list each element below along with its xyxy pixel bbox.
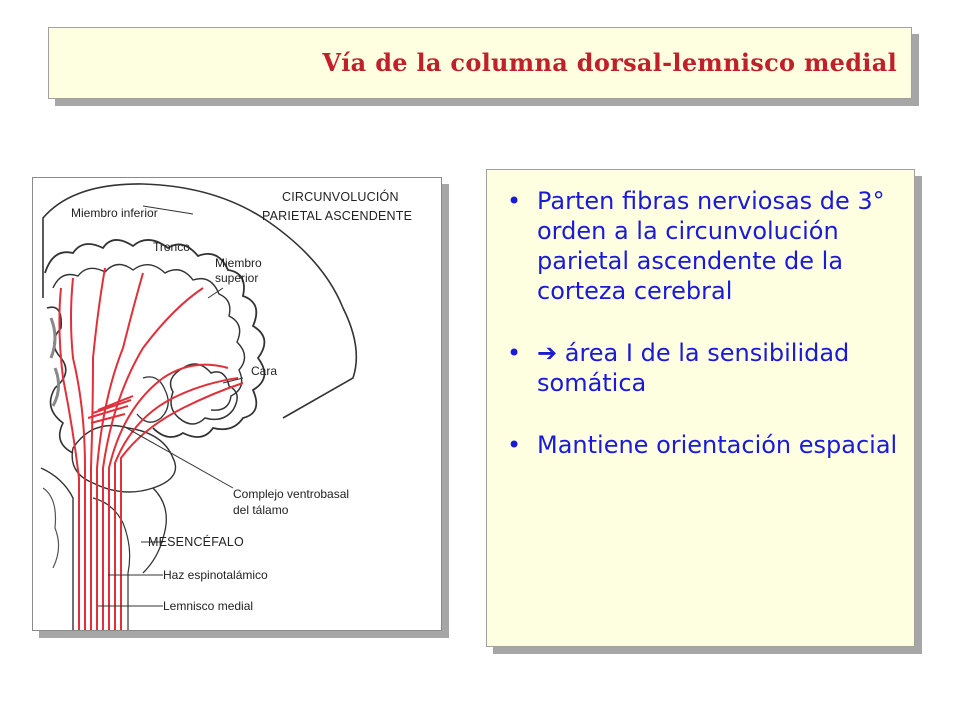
bullet-item bbox=[507, 338, 907, 398]
bullet-text: Mantiene orientación espacial bbox=[537, 431, 898, 459]
label-miembro-superior-2: superior bbox=[215, 271, 259, 285]
bullet-marker: • bbox=[507, 187, 522, 215]
label-mesencefalo: MESENCÉFALO bbox=[148, 535, 244, 549]
bullet-item bbox=[507, 186, 907, 306]
label-circunvolucion: CIRCUNVOLUCIÓN bbox=[282, 190, 399, 204]
label-cara: Cara bbox=[251, 364, 278, 378]
bullet-text: área I de la sensibilidad somática bbox=[537, 339, 850, 397]
title-box bbox=[48, 27, 912, 99]
label-miembro-inferior: Miembro inferior bbox=[71, 206, 158, 220]
label-haz-espinotalamico: Haz espinotalámico bbox=[163, 568, 268, 582]
bullet-item bbox=[507, 430, 907, 460]
arrow-right-icon: ➔ bbox=[537, 339, 558, 367]
label-lemnisco-medial: Lemnisco medial bbox=[163, 599, 254, 613]
label-complejo-ventrobasal-1: Complejo ventrobasal bbox=[233, 487, 350, 501]
bullet-marker: • bbox=[507, 339, 522, 367]
label-complejo-ventrobasal-2: del tálamo bbox=[233, 503, 289, 517]
brain-diagram-drawing bbox=[33, 178, 442, 631]
bullet-text: Parten fibras nerviosas de 3° orden a la circunvolución parietal ascendente de la corteza cerebral bbox=[537, 187, 885, 305]
label-miembro-superior-1: Miembro bbox=[215, 256, 262, 270]
brain-figure bbox=[32, 177, 442, 631]
bullet-marker: • bbox=[507, 431, 522, 459]
label-parietal-ascendente: PARIETAL ASCENDENTE bbox=[262, 209, 413, 223]
bullet-list bbox=[507, 186, 907, 492]
slide-title: Vía de la columna dorsal-lemnisco medial bbox=[322, 48, 897, 77]
label-tronco: Tronco bbox=[153, 240, 190, 254]
text-panel bbox=[486, 169, 915, 647]
